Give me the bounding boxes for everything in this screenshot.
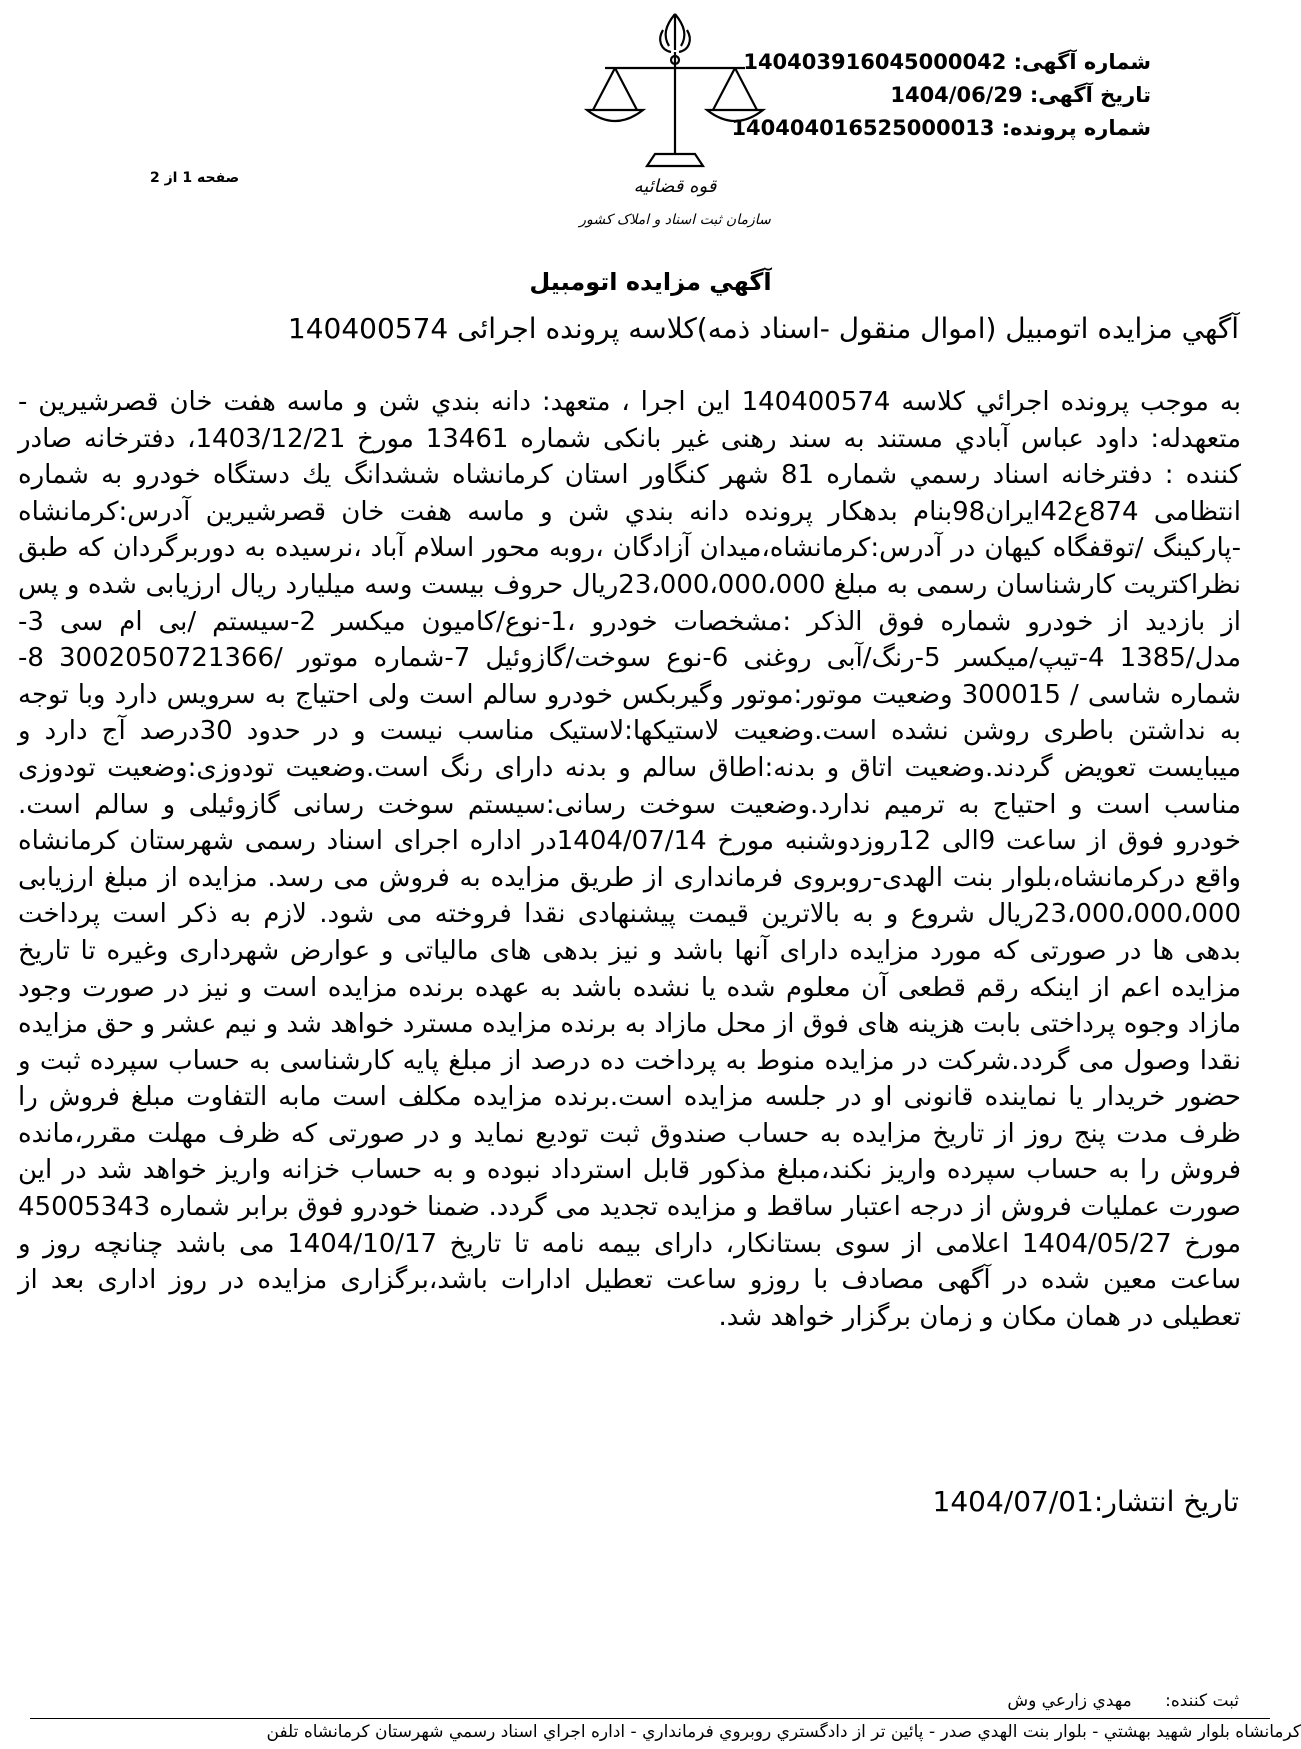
notice-number-row xyxy=(721,46,1151,79)
document-title: آگهي مزايده اتومبيل xyxy=(529,268,772,296)
logo-text-judiciary: قوه قضائیه xyxy=(633,176,717,197)
publication-date: تاریخ انتشار:1404/07/01 xyxy=(932,1485,1239,1518)
registrar xyxy=(1007,1691,1239,1711)
registrar-label: ثبت كننده: xyxy=(1165,1691,1239,1711)
footer-divider xyxy=(30,1718,1270,1719)
notice-date: 1404/06/29 xyxy=(890,83,1023,107)
document-subtitle: آگهي مزايده اتومبيل (اموال منقول -اسناد ذمه)کلاسه پرونده اجرائی 140400574 xyxy=(287,312,1239,345)
notice-number-label: شماره آگهی: xyxy=(1013,50,1151,74)
case-number: 140404016525000013 xyxy=(731,116,995,140)
logo-text-organization: سازمان ثبت اسناد و املاک کشور xyxy=(579,212,771,228)
emblem-icon xyxy=(660,14,690,52)
judiciary-logo xyxy=(565,6,785,238)
case-number-label: شماره پرونده: xyxy=(1001,116,1151,140)
page-indicator: صفحه 1 از 2 xyxy=(150,170,240,186)
notice-number: 140403916045000042 xyxy=(743,50,1007,74)
registrar-name: مهدي زارعي وش xyxy=(1007,1691,1132,1711)
footer-address: كرمانشاه بلوار شهيد بهشتي - بلوار بنت الهدي صدر - پائين تر از دادگستري روبروي فرمانداري - اداره اجراي اسناد رسمي شهرستان كرمانشاه تلفن xyxy=(266,1722,1301,1742)
case-number-row xyxy=(721,112,1151,145)
notice-body: به موجب پرونده اجرائي كلاسه 140400574 اين اجرا ، متعهد: دانه بندي شن و ماسه هفت خان قصرشيرين - متعهدله: داود عباس آبادي مستند به سند رهنی غیر بانکی شماره 13461 مورخ 1403/12/21، دفترخانه صادر کننده : دفترخانه اسناد رسمي شماره 81 شهر كنگاور استان كرمانشاه ششدانگ يك دستگاه خودرو به شماره انتظامی 874ع42ایران98بنام بدهکار پرونده دانه بندي شن و ماسه هفت خان قصرشيرين آدرس:کرمانشاه -پارکینگ /توقفگاه کیهان در آدرس:کرمانشاه،میدان آزادگان ،روبه محور اسلام آباد ،نرسیده به دوربرگردان که طبق نظراکتریت کارشناسان رسمی به مبلغ 23،000،000،000ریال حروف بیست وسه میلیارد ریال ارزیابی شده و پس از بازدید از خودرو شماره فوق الذکر :مشخصات خودرو ،1-نوع/کامیون میکسر 2-سیستم /بی ام سی 3-مدل/1385 4-تیپ/میکسر 5-رنگ/آبی روغنی 6-نوع سوخت/گازوئیل 7-شماره موتور /3002050721366 8-شماره شاسی / 300015 وضعیت موتور:موتور وگیربکس خودرو سالم است ولی احتیاج به سرویس دارد وبا توجه به نداشتن باطری روشن نشده است.وضعیت لاستیکها:لاستیک مناسب نیست و در حدود 30درصد آج دارد و میبایست تعویض گردند.وضعیت اتاق و بدنه:اطاق سالم و بدنه دارای رنگ است.وضعیت تودوزی:وضعیت تودوزی مناسب است و احتیاج به ترمیم ندارد.وضعیت سوخت رسانی:سیستم سوخت رسانی گازوئیلی و سالم است. خودرو فوق از ساعت 9الی 12روزدوشنبه مورخ 1404/07/14در اداره اجرای اسناد رسمی شهرستان کرمانشاه واقع درکرمانشاه،بلوار بنت الهدی-روبروی فرمانداری از طریق مزایده به فروش می رسد. مزایده از مبلغ ارزیابی 23،000،000،000ریال شروع و به بالاترین قیمت پیشنهادی نقدا فروخته می شود. لازم به ذکر است پرداخت بدهی ها در صورتی که مورد مزایده دارای آنها باشد و نیز بدهی های مالیاتی و عوارض شهرداری وغیره تا تاریخ مزایده اعم از اینکه رقم قطعی آن معلوم شده یا نشده باشد به عهده برنده مزایده است و نیز در صورت وجود مازاد وجوه پرداختی بابت هزینه های فوق از محل مازاد به برنده مزایده مسترد خواهد شد و نیم عشر و حق مزایده نقدا وصول می گردد.شرکت در مزایده منوط به پرداخت ده درصد از مبلغ پایه کارشناسی به حساب سپرده ثبت و حضور خریدار یا نماینده قانونی او در جلسه مزایده است.برنده مزایده مکلف است مابه التفاوت مبلغ فروش را ظرف مدت پنج روز از تاریخ مزایده به حساب صندوق ثبت تودیع نماید و در صورتی که ظرف مهلت مقرر،مانده فروش را به حساب سپرده واریز نکند،مبلغ مذکور قابل استرداد نبوده و به حساب خزانه واریز خواهد شد در این صورت عملیات فروش از درجه اعتبار ساقط و مزایده تجدید می گردد. ضمنا خودرو فوق برابر شماره 45005343 مورخ 1404/05/27 اعلامی از سوی بستانکار، دارای بیمه نامه تا تاریخ 1404/10/17 می باشد چنانچه روز و ساعت معین شده در آگهی مصادف با روزو ساعت تعطیل ادارات باشد،برگزاری مزایده در روز اداری بعد از تعطیلی در همان مکان و زمان برگزار خواهد شد. xyxy=(18,387,1242,1332)
notice-date-label: تاریخ آگهی: xyxy=(1029,83,1151,107)
notice-meta xyxy=(721,46,1151,145)
notice-date-row xyxy=(721,79,1151,112)
